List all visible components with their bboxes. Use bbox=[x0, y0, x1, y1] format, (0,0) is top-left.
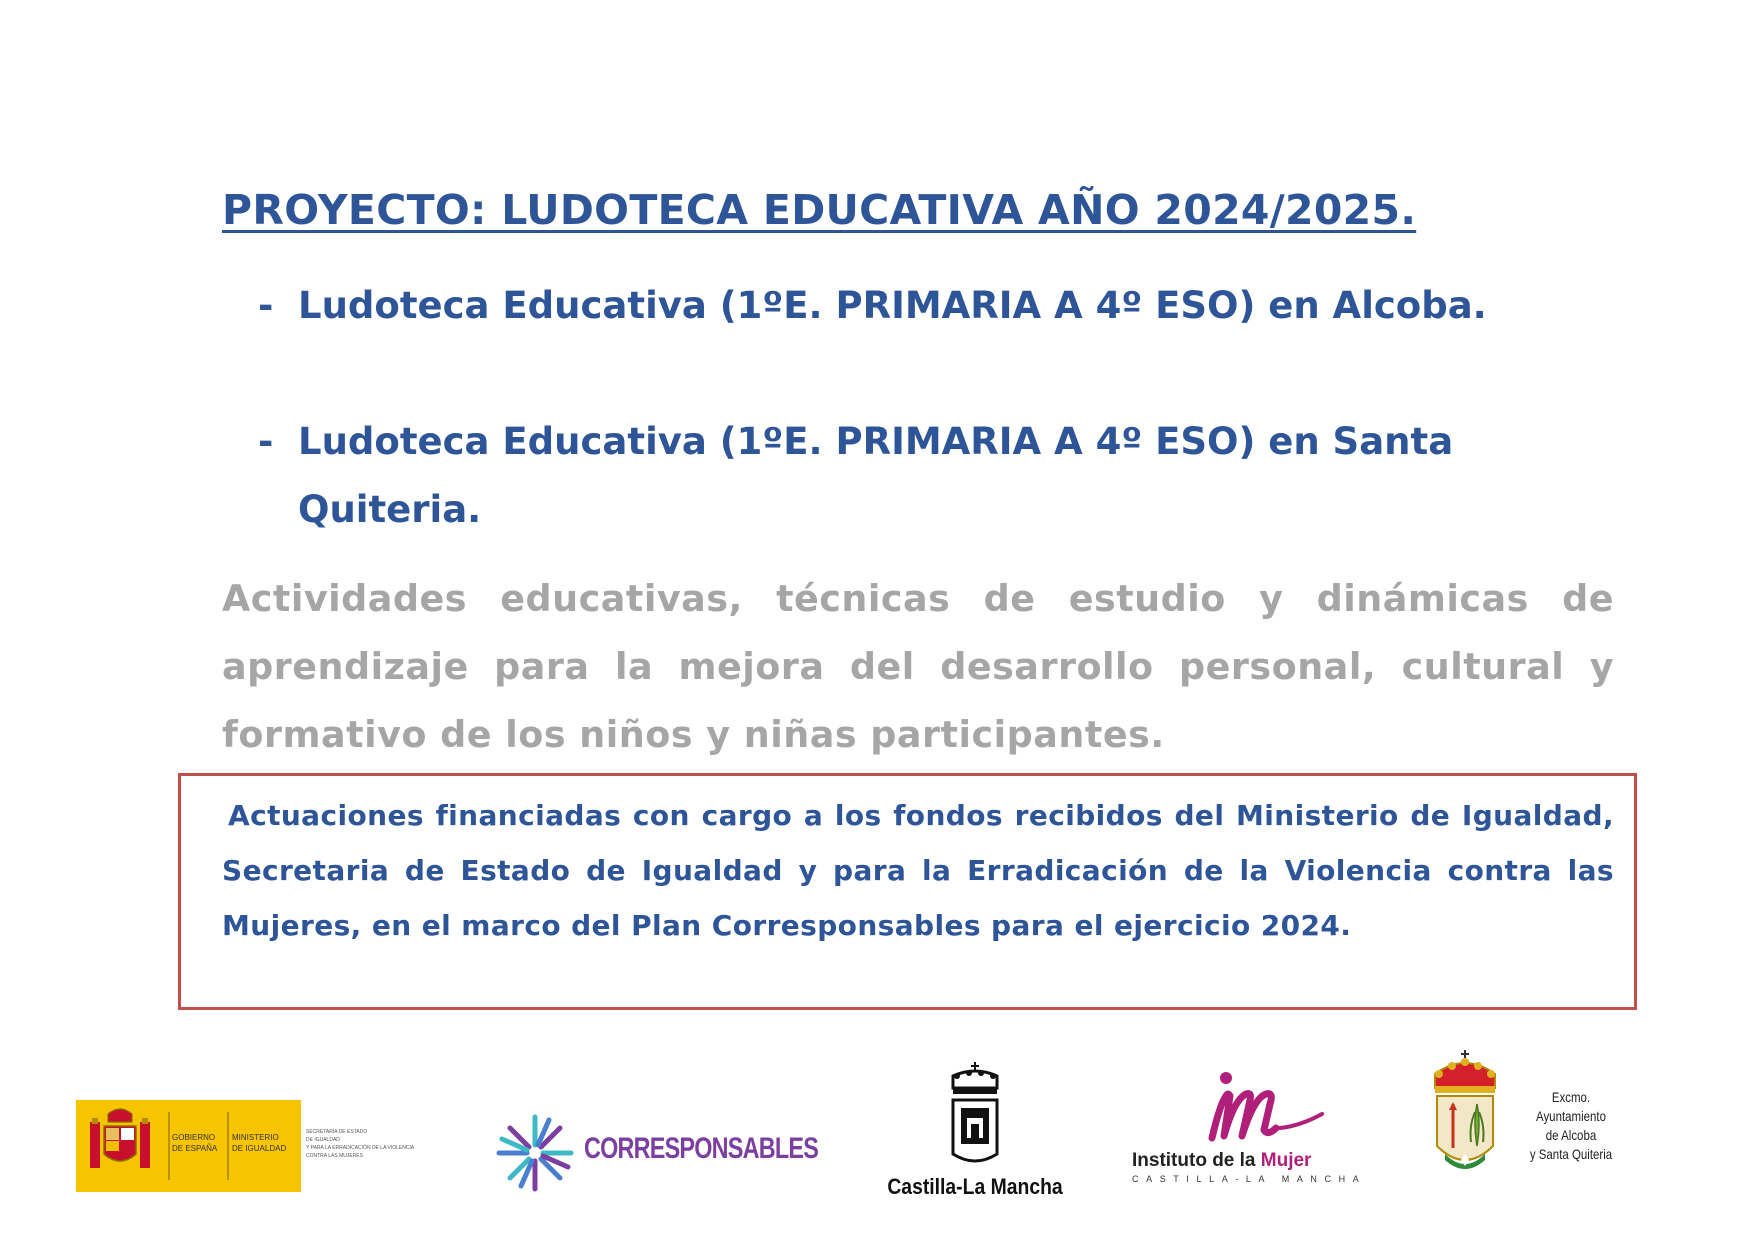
corresponsables-logo bbox=[492, 1110, 819, 1196]
bullet-alcoba bbox=[258, 272, 1658, 340]
corresponsables-label: CORRESPONSABLES bbox=[584, 1132, 819, 1165]
bullet-text: Ludoteca Educativa (1ºE. PRIMARIA A 4º ESO) en Alcoba. bbox=[298, 284, 1487, 327]
ayuntamiento-logo bbox=[1425, 1050, 1635, 1190]
project-description: Actividades educativas, técnicas de estudio y dinámicas de aprendizaje para la mejora del desarrollo personal, cultural y formativo de los niños y niñas participantes. bbox=[222, 577, 1614, 756]
bullet-dash: - bbox=[258, 284, 274, 327]
bullet-text: Ludoteca Educativa (1ºE. PRIMARIA A 4º ESO) en Santa bbox=[298, 420, 1454, 463]
bullet-santa-quiteria bbox=[258, 408, 1658, 544]
page-title: PROYECTO: LUDOTECA EDUCATIVA AÑO 2024/2025. bbox=[222, 186, 1417, 234]
municipal-shield-icon bbox=[1425, 1050, 1505, 1190]
gobierno-espana-logo bbox=[76, 1100, 416, 1192]
castle-crown-icon bbox=[875, 1062, 1075, 1172]
bullet-dash: - bbox=[258, 420, 274, 463]
ministerio-text: MINISTERIO DE IGUALDAD bbox=[232, 1133, 287, 1153]
castilla-la-mancha-logo bbox=[875, 1062, 1075, 1202]
mujer-sublabel: CASTILLA-LA MANCHA bbox=[1132, 1174, 1367, 1184]
asterisk-star-icon bbox=[492, 1110, 578, 1196]
bullet-text-continuation: Quiteria. bbox=[298, 488, 482, 531]
secretaria-text: SECRETARÍA DE ESTADO DE IGUALDAD Y PARA LA ERRADICACIÓN DE LA VIOLENCIA CONTRA LAS MUJERES bbox=[306, 1129, 415, 1159]
clm-label: Castilla-La Mancha bbox=[887, 1174, 1063, 1199]
ayuntamiento-label: Excmo. Ayuntamiento de Alcoba y Santa Quiteria bbox=[1529, 1089, 1613, 1162]
gobierno-text: GOBIERNO DE ESPAÑA bbox=[172, 1133, 218, 1153]
instituto-mujer-logo bbox=[1130, 1066, 1367, 1192]
mujer-label: Instituto de la Mujer bbox=[1132, 1150, 1312, 1171]
sponsor-logos bbox=[0, 1050, 1755, 1240]
letter-m-icon bbox=[1130, 1066, 1360, 1146]
funding-note: Actuaciones financiadas con cargo a los fondos recibidos del Ministerio de Igualdad, Secretaria de Estado de Igualdad y para la Erradicación de la Violencia contra las Mujeres, en el marco del Plan Corresponsables para el ejercicio 2024. bbox=[222, 799, 1614, 942]
